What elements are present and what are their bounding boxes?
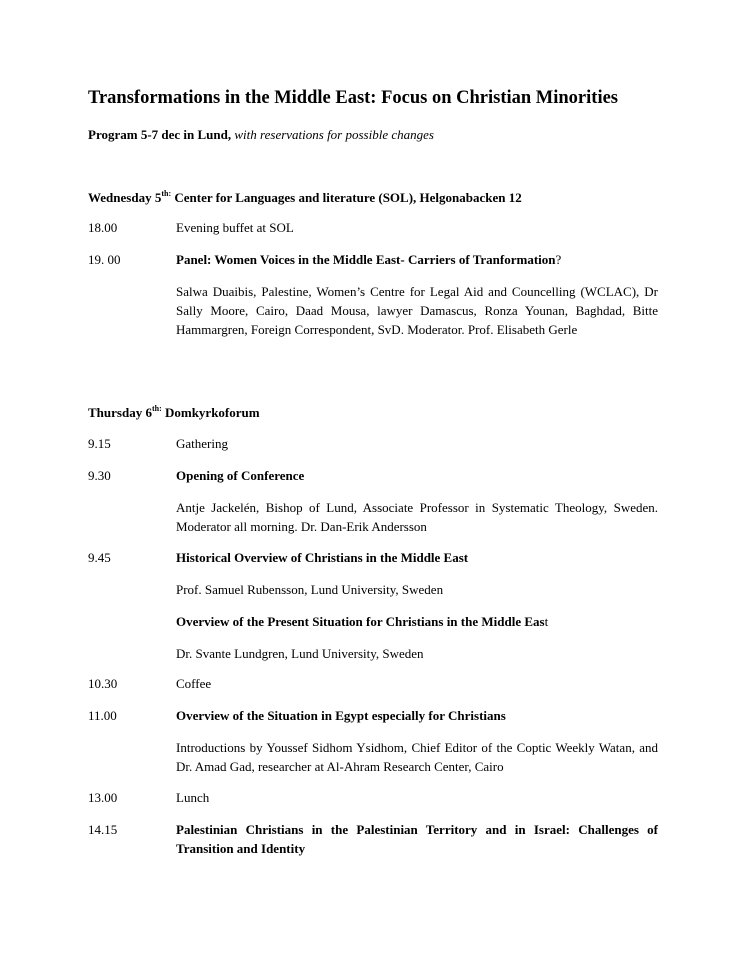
wednesday-venue: Center for Languages and literature (SOL), Helgonabacken 12 [174, 190, 522, 205]
wednesday-heading [88, 189, 522, 206]
time-1030: 10.30 [88, 676, 118, 691]
time-1800: 18.00 [88, 220, 118, 235]
program-dates: Program 5-7 dec in Lund, [88, 127, 232, 142]
program-subtitle [88, 127, 434, 143]
panel-description: Salwa Duaibis, Palestine, Women’s Centre for Legal Aid and Councelling (WCLAC), Dr Sally Moore, Cairo, Daad Mousa, lawyer Damascus, Ronza Younan, Baghdad, Bitte Hammargren, Foreign Correspondent, SvD. Moderator. Prof. Elisabeth Gerle [176, 284, 658, 337]
wednesday-sup: th: [161, 189, 172, 198]
egypt-description: Introductions by Youssef Sidhom Ysidhom, Chief Editor of the Coptic Weekly Watan, and Dr. Amad Gad, researcher at Al-Ahram Research Center, Cairo [176, 740, 658, 774]
opening-description: Antje Jackelén, Bishop of Lund, Associate Professor in Systematic Theology, Sweden. Moderator all morning. Dr. Dan-Erik Andersson [176, 500, 658, 534]
item-present-situation [176, 612, 658, 631]
item-opening: Opening of Conference [176, 468, 305, 483]
item-panel [176, 250, 658, 269]
document-title: Transformations in the Middle East: Focus on Christian Minorities [88, 88, 618, 108]
time-1300: 13.00 [88, 790, 118, 805]
program-note: with reservations for possible changes [234, 127, 434, 142]
present-title-tail: t [544, 614, 549, 629]
item-historical-overview: Historical Overview of Christians in the Middle East [176, 550, 469, 565]
time-0930: 9.30 [88, 468, 111, 483]
thursday-heading [88, 404, 260, 421]
item-coffee: Coffee [176, 676, 212, 691]
item-gathering: Gathering [176, 436, 228, 451]
time-1900: 19. 00 [88, 252, 121, 267]
time-1415: 14.15 [88, 822, 118, 837]
thursday-sup: th: [151, 404, 162, 413]
time-1100: 11.00 [88, 708, 117, 723]
thursday-venue: Domkyrkoforum [164, 405, 260, 420]
time-0945: 9.45 [88, 550, 111, 565]
item-egypt: Overview of the Situation in Egypt especially for Christians [176, 708, 506, 723]
time-0915: 9.15 [88, 436, 111, 451]
historical-description: Prof. Samuel Rubensson, Lund University, Sweden [176, 582, 444, 597]
thursday-day: Thursday 6 [88, 405, 152, 420]
item-evening-buffet: Evening buffet at SOL [176, 220, 294, 235]
present-title: Overview of the Present Situation for Christians in the Middle Eas [176, 614, 545, 629]
item-palestinian-christians: Palestinian Christians in the Palestinian Territory and in Israel: Challenges of Transition and Identity [176, 822, 658, 856]
panel-title: Panel: Women Voices in the Middle East- Carriers of Tranformation [176, 252, 556, 267]
wednesday-day: Wednesday 5 [88, 190, 162, 205]
panel-title-tail: ? [555, 252, 562, 267]
present-description: Dr. Svante Lundgren, Lund University, Sweden [176, 646, 424, 661]
item-lunch: Lunch [176, 790, 210, 805]
